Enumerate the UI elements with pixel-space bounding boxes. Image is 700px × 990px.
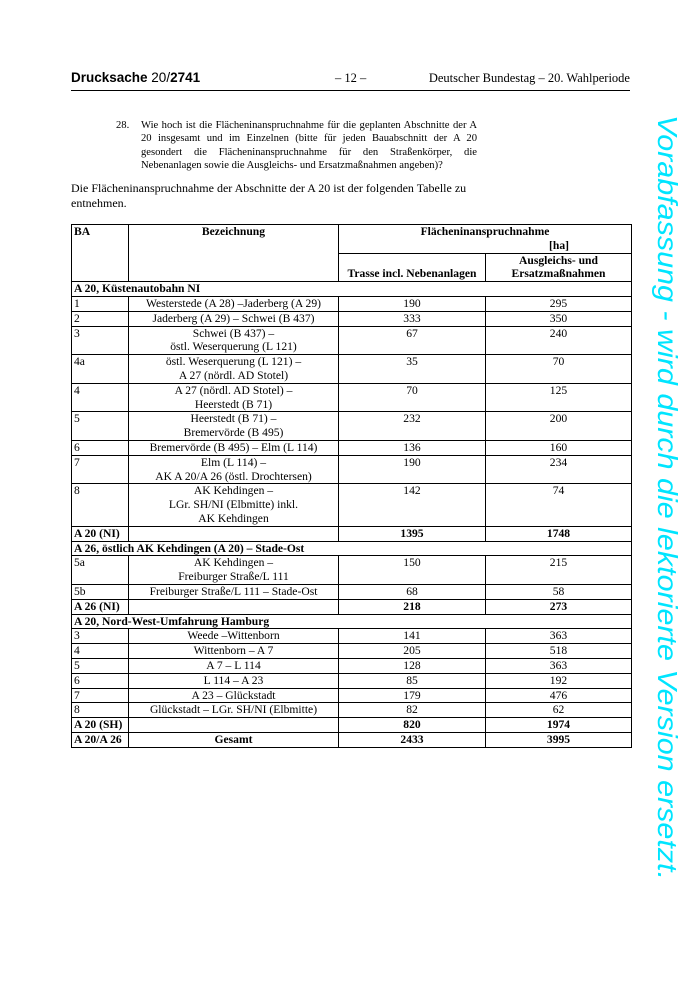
question-number: 28. [116, 120, 130, 131]
table-row [72, 383, 632, 412]
page-header [71, 70, 630, 91]
trasse-cell: 82 [339, 703, 486, 718]
name-cell: Wittenborn – A 7 [129, 644, 339, 659]
name-cell: A 23 – Glückstadt [129, 688, 339, 703]
trasse-cell: 179 [339, 688, 486, 703]
grand-total-ausgleich: 3995 [486, 732, 632, 747]
subtotal-trasse: 820 [339, 718, 486, 733]
subtotal-row [72, 599, 632, 614]
ausgleich-cell: 234 [486, 455, 632, 484]
subtotal-row [72, 526, 632, 541]
grand-total-name: Gesamt [129, 732, 339, 747]
ausgleich-cell: 58 [486, 584, 632, 599]
trasse-cell: 136 [339, 440, 486, 455]
ausgleich-cell: 192 [486, 673, 632, 688]
ba-cell: 3 [72, 629, 129, 644]
header-trasse: Trasse incl. Nebenanlagen [339, 253, 486, 282]
ausgleich-cell: 295 [486, 296, 632, 311]
table-row [72, 326, 632, 355]
document-number: Drucksache 20/2741 [71, 70, 201, 85]
ausgleich-cell: 125 [486, 383, 632, 412]
header-ausgleich: Ausgleichs- und Ersatzmaßnahmen [486, 253, 632, 282]
ba-cell: 5a [72, 556, 129, 585]
table-row [72, 703, 632, 718]
subtotal-name [129, 718, 339, 733]
ba-cell: 1 [72, 296, 129, 311]
table-row [72, 355, 632, 384]
trasse-cell: 142 [339, 484, 486, 526]
table-row [72, 412, 632, 441]
ausgleich-cell: 476 [486, 688, 632, 703]
ba-cell: 8 [72, 484, 129, 526]
page-number: – 12 – [335, 71, 367, 85]
table-row [72, 311, 632, 326]
name-cell: Jaderberg (A 29) – Schwei (B 437) [129, 311, 339, 326]
ausgleich-cell: 518 [486, 644, 632, 659]
name-cell: A 27 (nördl. AD Stotel) – Heerstedt (B 71) [129, 383, 339, 412]
table-row [72, 455, 632, 484]
ba-cell: 4a [72, 355, 129, 384]
name-cell: Westerstede (A 28) –Jaderberg (A 29) [129, 296, 339, 311]
ausgleich-cell: 363 [486, 658, 632, 673]
area-table [71, 224, 632, 748]
name-cell: Schwei (B 437) – östl. Weserquerung (L 121) [129, 326, 339, 355]
header-area: Flächeninanspruchnahme [ha] [339, 225, 632, 254]
trasse-cell: 68 [339, 584, 486, 599]
section-title: A 20, Küstenautobahn NI [72, 282, 632, 297]
grand-total-row [72, 732, 632, 747]
subtotal-label: A 26 (NI) [72, 599, 129, 614]
section-row [72, 541, 632, 556]
section-title: A 20, Nord-West-Umfahrung Hamburg [72, 614, 632, 629]
table-row [72, 440, 632, 455]
section-title: A 26, östlich AK Kehdingen (A 20) – Stade-Ost [72, 541, 632, 556]
ba-cell: 6 [72, 673, 129, 688]
trasse-cell: 232 [339, 412, 486, 441]
trasse-cell: 67 [339, 326, 486, 355]
trasse-cell: 190 [339, 455, 486, 484]
ausgleich-cell: 160 [486, 440, 632, 455]
name-cell: A 7 – L 114 [129, 658, 339, 673]
subtotal-row [72, 718, 632, 733]
subtotal-trasse: 1395 [339, 526, 486, 541]
table-row [72, 629, 632, 644]
section-row [72, 282, 632, 297]
table-row [72, 296, 632, 311]
publisher: Deutscher Bundestag – 20. Wahlperiode [428, 71, 630, 85]
ausgleich-cell: 74 [486, 484, 632, 526]
section-row [72, 614, 632, 629]
header-ba: BA [72, 225, 129, 282]
subtotal-label: A 20 (NI) [72, 526, 129, 541]
name-cell: Weede –Wittenborn [129, 629, 339, 644]
subtotal-name [129, 526, 339, 541]
watermark-text: Vorabfassung - wird durch die lektorierte Version ersetzt. [652, 115, 683, 818]
grand-total-label: A 20/A 26 [72, 732, 129, 747]
table-header-row [72, 225, 632, 254]
table-row [72, 688, 632, 703]
ba-cell: 5 [72, 658, 129, 673]
ausgleich-cell: 200 [486, 412, 632, 441]
trasse-cell: 205 [339, 644, 486, 659]
table-row [72, 556, 632, 585]
ba-cell: 5 [72, 412, 129, 441]
ba-cell: 2 [72, 311, 129, 326]
subtotal-ausgleich: 273 [486, 599, 632, 614]
ba-cell: 6 [72, 440, 129, 455]
ba-cell: 5b [72, 584, 129, 599]
table-row [72, 584, 632, 599]
trasse-cell: 70 [339, 383, 486, 412]
draft-watermark [640, 115, 700, 885]
table-row [72, 484, 632, 526]
trasse-cell: 150 [339, 556, 486, 585]
name-cell: AK Kehdingen – LGr. SH/NI (Elbmitte) inkl. AK Kehdingen [129, 484, 339, 526]
table-row [72, 644, 632, 659]
ausgleich-cell: 350 [486, 311, 632, 326]
ba-cell: 4 [72, 383, 129, 412]
name-cell: Freiburger Straße/L 111 – Stade-Ost [129, 584, 339, 599]
ba-cell: 3 [72, 326, 129, 355]
name-cell: Bremervörde (B 495) – Elm (L 114) [129, 440, 339, 455]
name-cell: Glückstadt – LGr. SH/NI (Elbmitte) [129, 703, 339, 718]
table-row [72, 658, 632, 673]
trasse-cell: 85 [339, 673, 486, 688]
subtotal-name [129, 599, 339, 614]
ba-cell: 4 [72, 644, 129, 659]
table-row [72, 673, 632, 688]
name-cell: L 114 – A 23 [129, 673, 339, 688]
subtotal-trasse: 218 [339, 599, 486, 614]
subtotal-ausgleich: 1748 [486, 526, 632, 541]
name-cell: AK Kehdingen – Freiburger Straße/L 111 [129, 556, 339, 585]
question-text: Wie hoch ist die Flächeninanspruchnahme für die geplanten Abschnitte der A 20 insgesamt und im Einzelnen (bitte für jeden Bauabschnitt der A 20 gesondert die Flächeninanspruchnahme für den Straßenkörper, die Nebenanlagen sowie die Ausgleichs- und Ersatzmaßnahmen angeben)? [141, 120, 477, 172]
trasse-cell: 35 [339, 355, 486, 384]
name-cell: Elm (L 114) – AK A 20/A 26 (östl. Drochtersen) [129, 455, 339, 484]
name-cell: Heerstedt (B 71) – Bremervörde (B 495) [129, 412, 339, 441]
ba-cell: 8 [72, 703, 129, 718]
ba-cell: 7 [72, 455, 129, 484]
ausgleich-cell: 240 [486, 326, 632, 355]
trasse-cell: 141 [339, 629, 486, 644]
answer-intro: Die Flächeninanspruchnahme der Abschnitte der A 20 ist der folgenden Tabelle zu entnehmen. [71, 181, 467, 210]
trasse-cell: 190 [339, 296, 486, 311]
trasse-cell: 128 [339, 658, 486, 673]
ausgleich-cell: 363 [486, 629, 632, 644]
subtotal-ausgleich: 1974 [486, 718, 632, 733]
ausgleich-cell: 215 [486, 556, 632, 585]
subtotal-label: A 20 (SH) [72, 718, 129, 733]
ausgleich-cell: 62 [486, 703, 632, 718]
trasse-cell: 333 [339, 311, 486, 326]
header-name: Bezeichnung [129, 225, 339, 282]
grand-total-trasse: 2433 [339, 732, 486, 747]
ausgleich-cell: 70 [486, 355, 632, 384]
name-cell: östl. Weserquerung (L 121) – A 27 (nördl. AD Stotel) [129, 355, 339, 384]
ba-cell: 7 [72, 688, 129, 703]
